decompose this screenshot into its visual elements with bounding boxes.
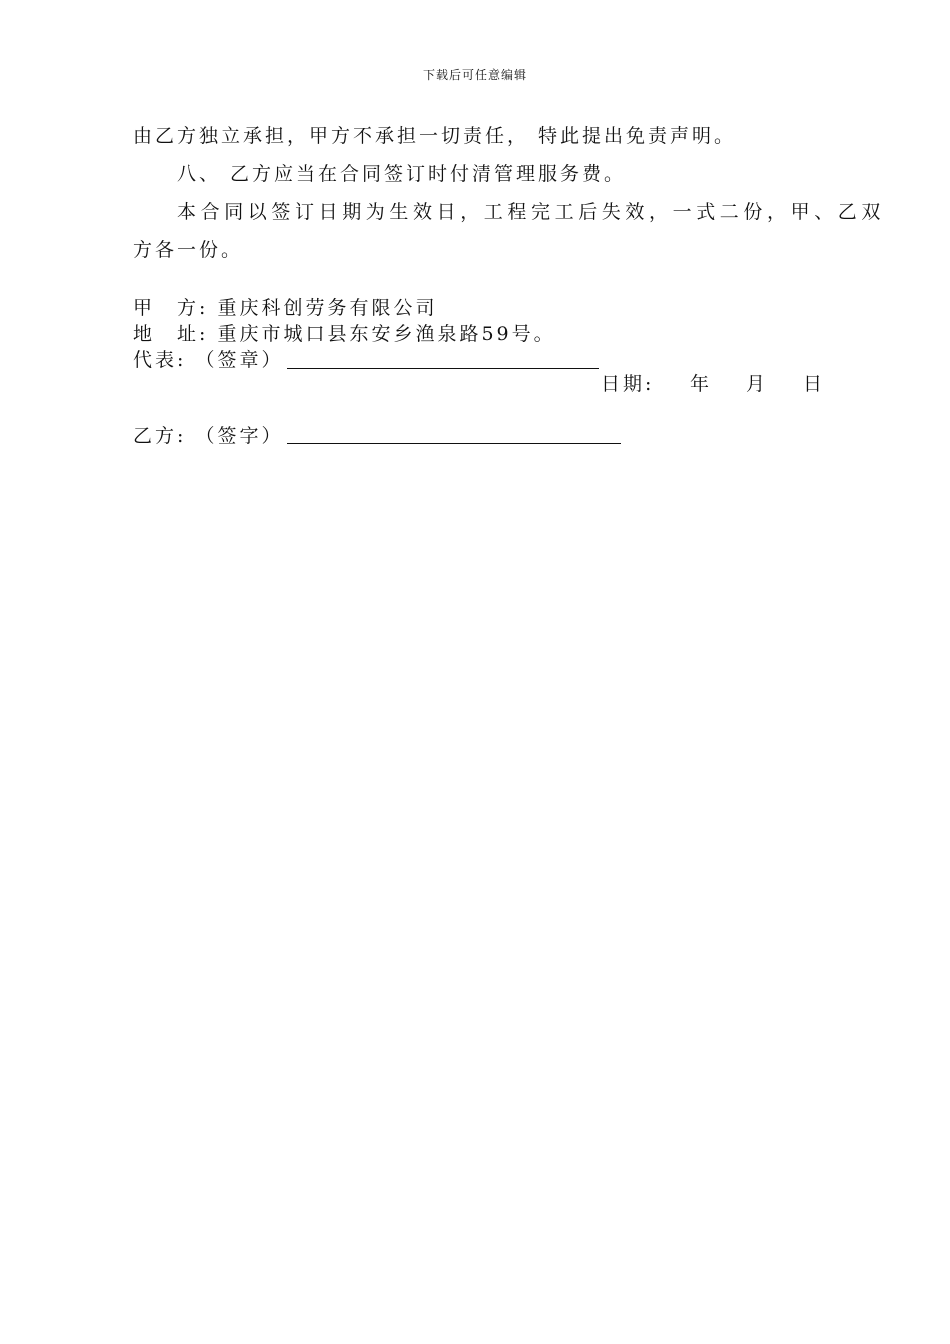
party-a-label: 甲 方: [133,297,209,319]
paragraph-effective-line-1: 本合同以签订日期为生效日，工程完工后失效，一式二份，甲、乙双 [177,201,886,223]
paragraph-effective-line-2: 方各一份。 [133,239,244,261]
party-b-label: 乙方: （签字） [133,425,284,447]
representative-label: 代表: （签章） [133,349,284,371]
address-value: 重庆市城口县东安乡渔泉路59号。 [217,323,556,345]
date-month: 月 [746,373,766,395]
party-a-row [133,296,437,320]
date-day: 日 [803,373,823,395]
party-a-name: 重庆科创劳务有限公司 [217,297,438,319]
paragraph-clause-8: 八、 乙方应当在合同签订时付清管理服务费。 [177,163,627,185]
representative-signature-line [287,368,599,369]
paragraph-liability: 由乙方独立承担，甲方不承担一切责任， 特此提出免责声明。 [133,125,737,147]
date-label: 日期: [601,373,655,395]
party-b-signature-line [287,443,621,444]
address-label: 地 址: [133,323,209,345]
address-row [133,322,556,346]
page-header-note: 下载后可任意编辑 [422,68,527,82]
date-year: 年 [690,373,710,395]
